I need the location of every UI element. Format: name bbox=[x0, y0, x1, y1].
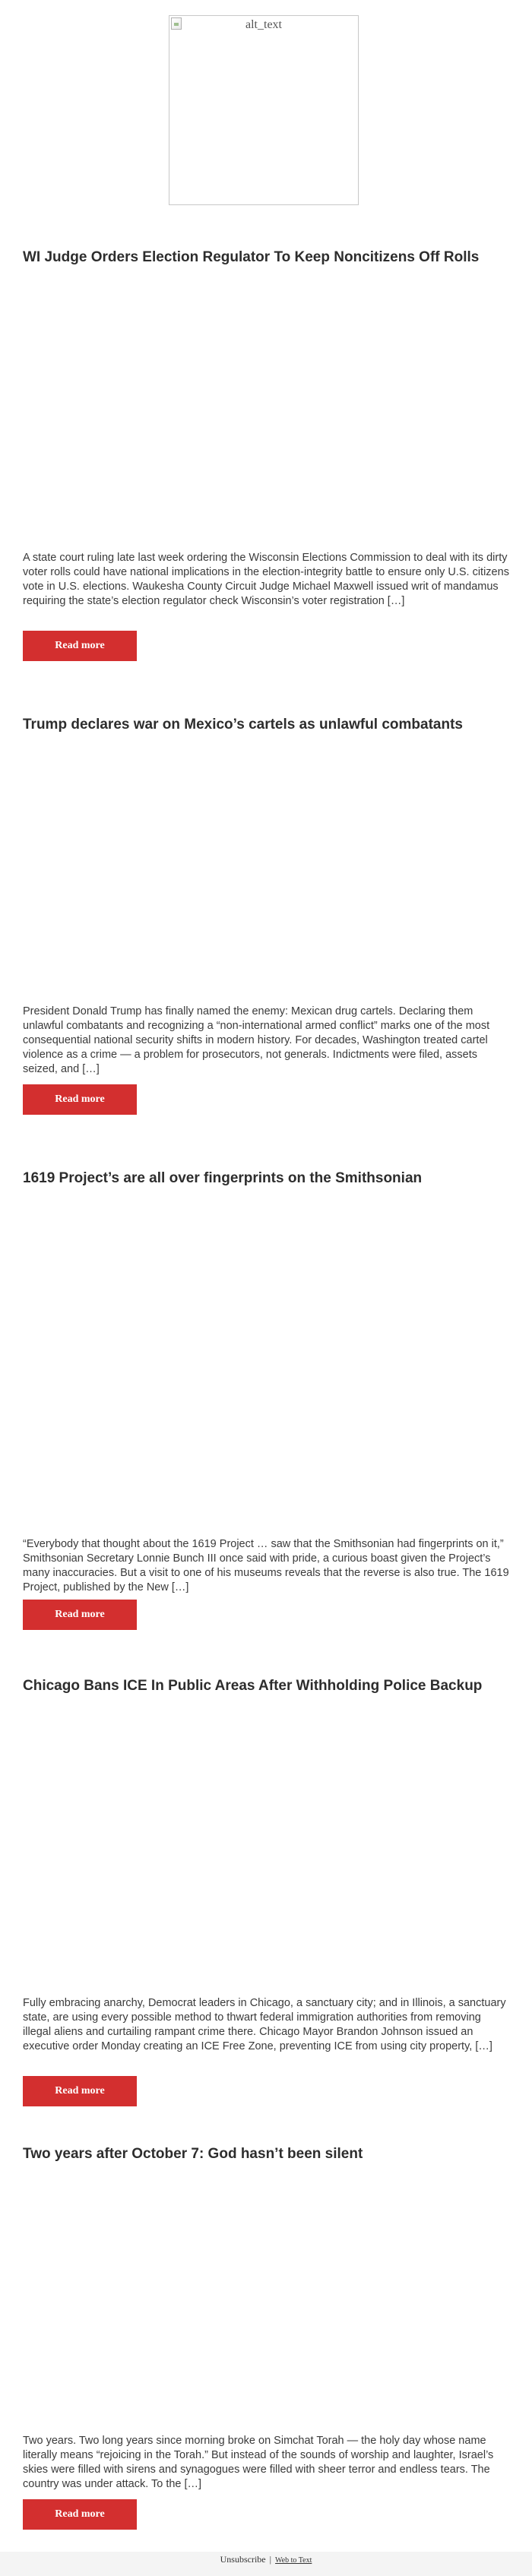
article-excerpt: A state court ruling late last week ordering the Wisconsin Elections Commission to deal with its dirty voter rolls could have national implications in the election-integrity battle to ensure only U.S. citizens vote in U.S. elections. Waukesha County Circuit Judge Michael Maxwell issued writ of mandamus requiring the state’s election regulator check Wisconsin’s voter registration […] bbox=[23, 552, 509, 607]
footer bbox=[0, 2552, 532, 2576]
unsubscribe-text[interactable]: Unsubscribe bbox=[220, 2554, 266, 2565]
article-title[interactable]: WI Judge Orders Election Regulator To Keep Noncitizens Off Rolls bbox=[23, 249, 480, 265]
read-more-button[interactable]: Read more bbox=[23, 631, 137, 661]
article-title[interactable]: Trump declares war on Mexico’s cartels as unlawful combatants bbox=[23, 717, 463, 733]
article-card bbox=[23, 1677, 509, 2097]
read-more-button[interactable]: Read more bbox=[23, 2499, 137, 2530]
article-title[interactable]: Two years after October 7: God hasn’t been silent bbox=[23, 2146, 363, 2162]
article-excerpt: Fully embracing anarchy, Democrat leaders in Chicago, a sanctuary city; and in Illinois, a sanctuary state, are using every possible method to thwart federal immigration authorities from removing illegal aliens and curtailing rampant crime there. Chicago Mayor Brandon Johnson issued an executive order Monday creating an ICE Free Zone, preventing ICE from using city property, […] bbox=[23, 1997, 506, 2052]
article-excerpt: Two years. Two long years since morning broke on Simchat Torah — the holy day whose name literally means “rejoicing in the Torah.” But instead of the sounds of worship and laughter, Israel’s skies were filled with sirens and synagogues were filled with sheer terror and endless tears. The country was under attack. To the […] bbox=[23, 2435, 494, 2490]
article-title[interactable]: 1619 Project’s are all over fingerprints on the Smithsonian bbox=[23, 1170, 423, 1186]
web-version-link[interactable]: Web to Text bbox=[275, 2556, 312, 2565]
article-card bbox=[23, 248, 509, 651]
article-image[interactable] bbox=[23, 748, 509, 1014]
header-logo-image bbox=[169, 15, 359, 205]
article-image[interactable] bbox=[23, 1201, 509, 1467]
read-more-button[interactable]: Read more bbox=[23, 1084, 137, 1115]
read-more-button[interactable]: Read more bbox=[23, 1600, 137, 1630]
article-title[interactable]: Chicago Bans ICE In Public Areas After Withholding Police Backup bbox=[23, 1678, 483, 1694]
article-image[interactable] bbox=[23, 2177, 509, 2443]
article-excerpt: President Donald Trump has finally named the enemy: Mexican drug cartels. Declaring them unlawful combatants and recognizing a “non-international armed conflict” marks one of the most consequential national security shifts in modern history. For decades, Washington treated cartel violence as a crime — a problem for prosecutors, not generals. Indictments were filed, assets seized, and […] bbox=[23, 1005, 490, 1075]
logo-alt-text: alt_text bbox=[245, 18, 282, 31]
article-card bbox=[23, 2145, 509, 2520]
footer-separator: | bbox=[269, 2554, 272, 2565]
article-image[interactable] bbox=[23, 280, 509, 546]
article-excerpt: “Everybody that thought about the 1619 Project … saw that the Smithsonian had fingerprints on it,” Smithsonian Secretary Lonnie Bunch III once said with pride, a curious boast given the Project’s many inaccuracies. But a visit to one of his museums reveals that the reverse is also true. The 1619 Project, published by the New […] bbox=[23, 1538, 509, 1593]
article-card bbox=[23, 1169, 509, 1620]
article-card bbox=[23, 716, 509, 1105]
article-image[interactable] bbox=[23, 1709, 509, 1975]
read-more-button[interactable]: Read more bbox=[23, 2076, 137, 2106]
